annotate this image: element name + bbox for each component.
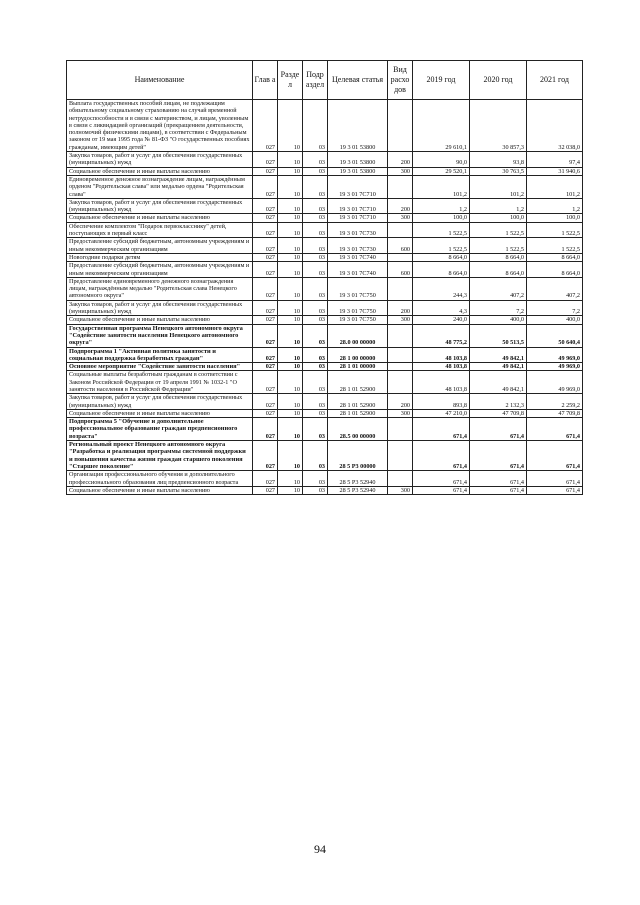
row-2020-cell: 49 842,1 (470, 347, 527, 363)
row-2019-cell: 48 775,2 (413, 324, 470, 347)
row-razdel-cell: 10 (278, 253, 303, 261)
row-target-cell: 19 3 01 7С750 (328, 316, 388, 324)
row-2019-cell: 101,2 (413, 175, 470, 198)
row-glava-cell: 027 (253, 198, 278, 214)
row-vid-cell (388, 371, 413, 394)
row-2020-cell: 8 664,0 (470, 262, 527, 278)
row-vid-cell (388, 324, 413, 347)
row-target-cell: 28 1 01 52900 (328, 394, 388, 410)
row-2020-cell: 30 857,3 (470, 100, 527, 152)
table-row (67, 418, 583, 441)
row-glava-cell: 027 (253, 324, 278, 347)
row-razdel-cell: 10 (278, 167, 303, 175)
row-razdel-cell: 10 (278, 394, 303, 410)
table-row (67, 347, 583, 363)
row-2020-cell: 407,2 (470, 277, 527, 300)
row-2021-cell: 400,0 (527, 316, 583, 324)
header-2021: 2021 год (527, 61, 583, 100)
row-razdel-cell: 10 (278, 363, 303, 371)
page-number: 94 (314, 842, 326, 856)
row-razdel-cell: 10 (278, 277, 303, 300)
row-2021-cell: 101,2 (527, 175, 583, 198)
row-glava-cell: 027 (253, 441, 278, 471)
row-2020-cell: 671,4 (470, 418, 527, 441)
row-name-cell: Закупка товаров, работ и услуг для обеспечения государственных (муниципальных) нужд (67, 152, 253, 168)
row-2021-cell: 1,2 (527, 198, 583, 214)
row-podrazdel-cell: 03 (303, 324, 328, 347)
row-glava-cell: 027 (253, 471, 278, 487)
table-row (67, 253, 583, 261)
row-vid-cell: 300 (388, 409, 413, 417)
row-target-cell: 19 3 01 7С730 (328, 238, 388, 254)
row-razdel-cell: 10 (278, 198, 303, 214)
row-podrazdel-cell: 03 (303, 152, 328, 168)
row-podrazdel-cell: 03 (303, 253, 328, 261)
row-vid-cell: 300 (388, 214, 413, 222)
row-2020-cell: 101,2 (470, 175, 527, 198)
row-glava-cell: 027 (253, 394, 278, 410)
row-2019-cell: 48 103,8 (413, 363, 470, 371)
row-2021-cell: 47 709,8 (527, 409, 583, 417)
row-razdel-cell: 10 (278, 347, 303, 363)
row-2021-cell: 671,4 (527, 486, 583, 494)
row-podrazdel-cell: 03 (303, 394, 328, 410)
row-glava-cell: 027 (253, 100, 278, 152)
row-2020-cell: 400,0 (470, 316, 527, 324)
row-glava-cell: 027 (253, 262, 278, 278)
row-name-cell: Предоставление субсидий бюджетным, автономным учреждениям и иным некоммерческим организациям (67, 238, 253, 254)
row-2021-cell: 1 522,5 (527, 222, 583, 238)
row-vid-cell: 300 (388, 486, 413, 494)
header-target: Целевая статья (328, 61, 388, 100)
table-row (67, 277, 583, 300)
row-glava-cell: 027 (253, 363, 278, 371)
header-2020: 2020 год (470, 61, 527, 100)
row-razdel-cell: 10 (278, 471, 303, 487)
row-target-cell: 19 3 01 7С710 (328, 214, 388, 222)
row-glava-cell: 027 (253, 300, 278, 316)
row-2021-cell: 671,4 (527, 441, 583, 471)
row-2020-cell: 50 513,5 (470, 324, 527, 347)
row-razdel-cell: 10 (278, 262, 303, 278)
row-podrazdel-cell: 03 (303, 486, 328, 494)
row-podrazdel-cell: 03 (303, 262, 328, 278)
row-target-cell: 28 5 P3 00000 (328, 441, 388, 471)
row-razdel-cell: 10 (278, 486, 303, 494)
row-razdel-cell: 10 (278, 316, 303, 324)
row-target-cell: 19 3 01 53800 (328, 167, 388, 175)
row-razdel-cell: 10 (278, 409, 303, 417)
row-2019-cell: 47 210,0 (413, 409, 470, 417)
row-podrazdel-cell: 03 (303, 222, 328, 238)
row-target-cell: 28 1 01 52900 (328, 371, 388, 394)
row-2020-cell: 2 132,3 (470, 394, 527, 410)
row-2021-cell: 50 640,4 (527, 324, 583, 347)
row-name-cell: Социальное обеспечение и иные выплаты населению (67, 409, 253, 417)
table-row (67, 441, 583, 471)
row-name-cell: Подпрограмма 5 "Обучение и дополнительное профессиональное образование граждан предпенсионного возраста" (67, 418, 253, 441)
table-row (67, 198, 583, 214)
row-2021-cell: 32 038,0 (527, 100, 583, 152)
row-glava-cell: 027 (253, 222, 278, 238)
table-row (67, 152, 583, 168)
row-vid-cell (388, 347, 413, 363)
table-row (67, 214, 583, 222)
row-target-cell: 19 3 01 7С750 (328, 277, 388, 300)
row-vid-cell: 200 (388, 152, 413, 168)
row-vid-cell (388, 175, 413, 198)
row-glava-cell: 027 (253, 418, 278, 441)
row-vid-cell: 200 (388, 198, 413, 214)
row-name-cell: Предоставление субсидий бюджетным, автономным учреждениям и иным некоммерческим организациям (67, 262, 253, 278)
row-2019-cell: 48 103,8 (413, 371, 470, 394)
row-target-cell: 28 1 01 52900 (328, 409, 388, 417)
row-name-cell: Закупка товаров, работ и услуг для обеспечения государственных (муниципальных) нужд (67, 300, 253, 316)
row-target-cell: 19 3 01 7С740 (328, 262, 388, 278)
row-vid-cell: 200 (388, 394, 413, 410)
table-row (67, 316, 583, 324)
row-razdel-cell: 10 (278, 441, 303, 471)
row-2021-cell: 671,4 (527, 418, 583, 441)
row-2019-cell: 244,3 (413, 277, 470, 300)
row-target-cell: 28.5 00 00000 (328, 418, 388, 441)
row-razdel-cell: 10 (278, 238, 303, 254)
row-podrazdel-cell: 03 (303, 277, 328, 300)
header-name: Наименование (67, 61, 253, 100)
row-2020-cell: 49 842,1 (470, 363, 527, 371)
row-2019-cell: 1,2 (413, 198, 470, 214)
row-vid-cell (388, 222, 413, 238)
row-2021-cell: 49 969,0 (527, 347, 583, 363)
row-podrazdel-cell: 03 (303, 471, 328, 487)
row-target-cell: 28 5 P3 52940 (328, 471, 388, 487)
row-2021-cell: 7,2 (527, 300, 583, 316)
row-vid-cell (388, 418, 413, 441)
row-2019-cell: 671,4 (413, 418, 470, 441)
row-2019-cell: 48 103,8 (413, 347, 470, 363)
row-target-cell: 19 3 01 7С730 (328, 222, 388, 238)
table-row (67, 167, 583, 175)
row-name-cell: Социальное обеспечение и иные выплаты населению (67, 316, 253, 324)
row-vid-cell: 600 (388, 238, 413, 254)
table-row (67, 222, 583, 238)
row-2020-cell: 47 709,8 (470, 409, 527, 417)
row-2020-cell: 1,2 (470, 198, 527, 214)
row-glava-cell: 027 (253, 347, 278, 363)
row-2021-cell: 407,2 (527, 277, 583, 300)
row-target-cell: 19 3 01 7С710 (328, 175, 388, 198)
row-2019-cell: 29 520,1 (413, 167, 470, 175)
row-target-cell: 28 1 00 00000 (328, 347, 388, 363)
row-glava-cell: 027 (253, 371, 278, 394)
row-target-cell: 19 3 01 7С740 (328, 253, 388, 261)
row-name-cell: Подпрограмма 1 "Активная политика занятости и социальная поддержка безработных граждан" (67, 347, 253, 363)
row-glava-cell: 027 (253, 277, 278, 300)
table-header-row (67, 61, 583, 100)
row-2020-cell: 671,4 (470, 486, 527, 494)
row-name-cell: Выплата государственных пособий лицам, не подлежащим обязательному социальному страхованию на случай временной нетрудоспособности и в связи с материнством, и лицам, уволенным в связи с ликвидацией организаций (прекращением деятельности, полномочий физическими лицами), в соответствии с Федеральным законом от 19 мая 1995 года № 81-ФЗ "О государственных пособиях гражданам, имеющим детей" (67, 100, 253, 152)
row-target-cell: 19 3 01 7С710 (328, 198, 388, 214)
row-2021-cell: 1 522,5 (527, 238, 583, 254)
row-podrazdel-cell: 03 (303, 238, 328, 254)
row-name-cell: Обеспечение комплектом "Подарок первокласснику" детей, поступающих в первый класс (67, 222, 253, 238)
row-2021-cell: 671,4 (527, 471, 583, 487)
row-podrazdel-cell: 03 (303, 418, 328, 441)
row-2019-cell: 893,8 (413, 394, 470, 410)
row-vid-cell (388, 100, 413, 152)
row-2020-cell: 1 522,5 (470, 238, 527, 254)
row-podrazdel-cell: 03 (303, 409, 328, 417)
row-target-cell: 28.0 00 00000 (328, 324, 388, 347)
row-razdel-cell: 10 (278, 222, 303, 238)
row-vid-cell: 300 (388, 316, 413, 324)
row-2020-cell: 100,0 (470, 214, 527, 222)
row-glava-cell: 027 (253, 238, 278, 254)
row-target-cell: 28 5 P3 52940 (328, 486, 388, 494)
row-name-cell: Закупка товаров, работ и услуг для обеспечения государственных (муниципальных) нужд (67, 198, 253, 214)
row-2019-cell: 671,4 (413, 441, 470, 471)
row-podrazdel-cell: 03 (303, 167, 328, 175)
row-glava-cell: 027 (253, 167, 278, 175)
row-name-cell: Новогодние подарки детям (67, 253, 253, 261)
row-vid-cell: 300 (388, 167, 413, 175)
row-target-cell: 28 1 01 00000 (328, 363, 388, 371)
row-name-cell: Организация профессионального обучения и дополнительного профессионального образования лиц предпенсионного возраста (67, 471, 253, 487)
row-podrazdel-cell: 03 (303, 316, 328, 324)
row-glava-cell: 027 (253, 214, 278, 222)
row-2019-cell: 100,0 (413, 214, 470, 222)
table-row (67, 262, 583, 278)
row-razdel-cell: 10 (278, 152, 303, 168)
row-2020-cell: 671,4 (470, 471, 527, 487)
row-razdel-cell: 10 (278, 324, 303, 347)
row-glava-cell: 027 (253, 409, 278, 417)
header-2019: 2019 год (413, 61, 470, 100)
row-podrazdel-cell: 03 (303, 371, 328, 394)
row-2021-cell: 8 664,0 (527, 262, 583, 278)
row-target-cell: 19 3 01 53800 (328, 100, 388, 152)
row-glava-cell: 027 (253, 152, 278, 168)
table-row (67, 409, 583, 417)
row-2021-cell: 100,0 (527, 214, 583, 222)
table-row (67, 324, 583, 347)
row-target-cell: 19 3 01 53800 (328, 152, 388, 168)
row-vid-cell: 200 (388, 300, 413, 316)
row-podrazdel-cell: 03 (303, 100, 328, 152)
row-glava-cell: 027 (253, 486, 278, 494)
table-row (67, 238, 583, 254)
table-row (67, 363, 583, 371)
row-razdel-cell: 10 (278, 214, 303, 222)
row-podrazdel-cell: 03 (303, 198, 328, 214)
row-razdel-cell: 10 (278, 418, 303, 441)
row-vid-cell (388, 363, 413, 371)
table-row (67, 175, 583, 198)
header-vid: Вид расхо дов (388, 61, 413, 100)
row-name-cell: Основное мероприятие "Содействие занятости населения" (67, 363, 253, 371)
row-2019-cell: 8 664,0 (413, 253, 470, 261)
row-name-cell: Региональный проект Ненецкого автономного округа "Разработка и реализация программы системной поддержки и повышения качества жизни граждан старшего поколения "Старшее поколение" (67, 441, 253, 471)
row-vid-cell (388, 277, 413, 300)
row-razdel-cell: 10 (278, 100, 303, 152)
row-2021-cell: 49 969,0 (527, 363, 583, 371)
header-podrazdel: Подр аздел (303, 61, 328, 100)
row-2021-cell: 2 259,2 (527, 394, 583, 410)
row-podrazdel-cell: 03 (303, 363, 328, 371)
row-name-cell: Социальное обеспечение и иные выплаты населению (67, 486, 253, 494)
row-2021-cell: 8 664,0 (527, 253, 583, 261)
row-name-cell: Социальные выплаты безработным гражданам в соответствии с Законом Российской Федерации от 19 апреля 1991 № 1032-1 "О занятости населения в Российской Федерации" (67, 371, 253, 394)
table-body (67, 100, 583, 495)
row-podrazdel-cell: 03 (303, 300, 328, 316)
row-2020-cell: 1 522,5 (470, 222, 527, 238)
row-vid-cell (388, 441, 413, 471)
header-razdel: Разде л (278, 61, 303, 100)
row-2019-cell: 90,0 (413, 152, 470, 168)
table-row (67, 471, 583, 487)
row-target-cell: 19 3 01 7С750 (328, 300, 388, 316)
row-glava-cell: 027 (253, 253, 278, 261)
table-row (67, 300, 583, 316)
row-podrazdel-cell: 03 (303, 347, 328, 363)
row-2019-cell: 240,0 (413, 316, 470, 324)
row-2021-cell: 49 969,0 (527, 371, 583, 394)
row-2019-cell: 8 664,0 (413, 262, 470, 278)
table-row (67, 394, 583, 410)
budget-table (66, 60, 583, 495)
row-podrazdel-cell: 03 (303, 175, 328, 198)
row-name-cell: Социальное обеспечение и иные выплаты населению (67, 167, 253, 175)
row-2019-cell: 671,4 (413, 471, 470, 487)
row-vid-cell (388, 253, 413, 261)
row-2021-cell: 31 940,6 (527, 167, 583, 175)
row-glava-cell: 027 (253, 316, 278, 324)
row-name-cell: Закупка товаров, работ и услуг для обеспечения государственных (муниципальных) нужд (67, 394, 253, 410)
row-vid-cell: 600 (388, 262, 413, 278)
row-2020-cell: 93,8 (470, 152, 527, 168)
row-name-cell: Предоставление единовременного денежного вознаграждения лицам, награждённым медалью "Родительская слава Ненецкого автономного округа" (67, 277, 253, 300)
table-row (67, 486, 583, 494)
row-razdel-cell: 10 (278, 175, 303, 198)
row-2021-cell: 97,4 (527, 152, 583, 168)
table-row (67, 371, 583, 394)
row-2019-cell: 4,3 (413, 300, 470, 316)
row-razdel-cell: 10 (278, 300, 303, 316)
row-2019-cell: 1 522,5 (413, 222, 470, 238)
header-glava: Глав а (253, 61, 278, 100)
row-2019-cell: 1 522,5 (413, 238, 470, 254)
row-name-cell: Социальное обеспечение и иные выплаты населению (67, 214, 253, 222)
row-2020-cell: 30 763,5 (470, 167, 527, 175)
row-2020-cell: 7,2 (470, 300, 527, 316)
row-vid-cell (388, 471, 413, 487)
row-podrazdel-cell: 03 (303, 441, 328, 471)
row-2020-cell: 49 842,1 (470, 371, 527, 394)
row-glava-cell: 027 (253, 175, 278, 198)
row-razdel-cell: 10 (278, 371, 303, 394)
row-2020-cell: 8 664,0 (470, 253, 527, 261)
row-2020-cell: 671,4 (470, 441, 527, 471)
row-name-cell: Единовременное денежное вознаграждение лицам, награждённым орденом "Родительская слава" или медалью ордена "Родительская слава" (67, 175, 253, 198)
row-2019-cell: 671,4 (413, 486, 470, 494)
table-row (67, 100, 583, 152)
row-2019-cell: 29 610,1 (413, 100, 470, 152)
row-podrazdel-cell: 03 (303, 214, 328, 222)
row-name-cell: Государственная программа Ненецкого автономного округа "Содействие занятости населения Ненецкого автономного округа" (67, 324, 253, 347)
